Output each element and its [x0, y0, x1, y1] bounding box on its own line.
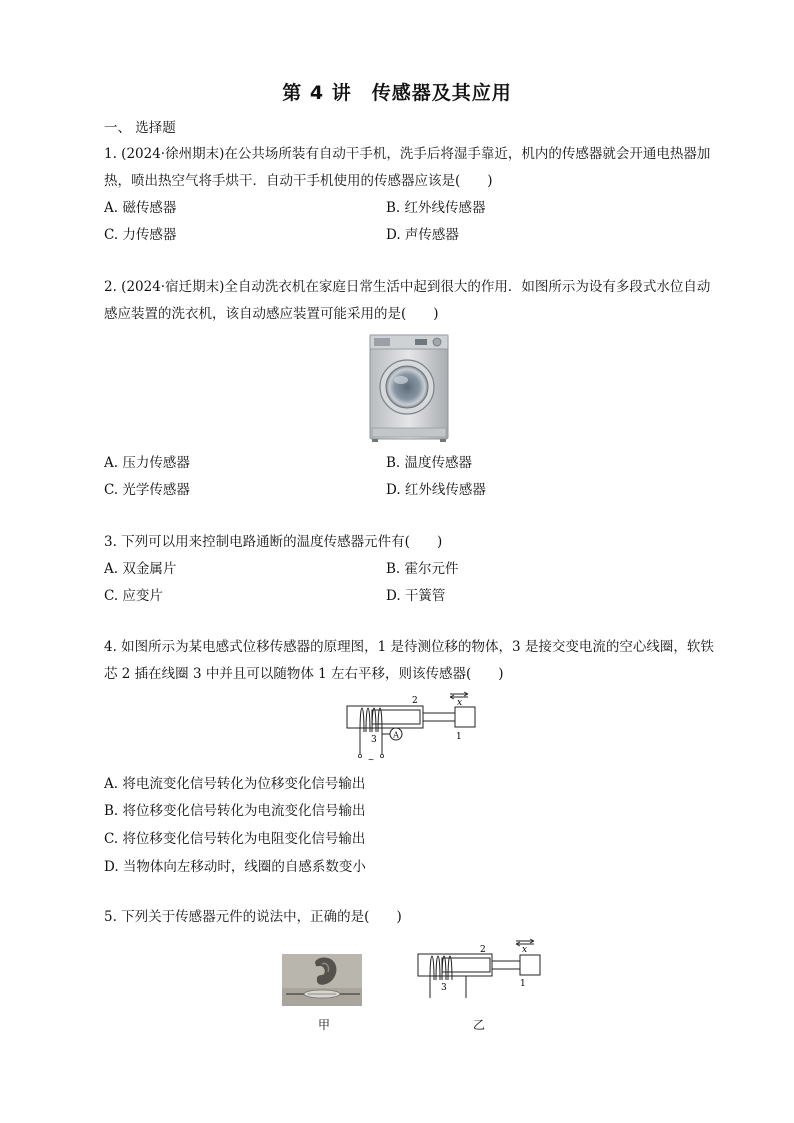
fig4-label-2: 2 — [412, 696, 418, 706]
question-3-option-d: D. 干簧管 — [386, 588, 446, 604]
question-1-stem: 1. (2024·徐州期末)在公共场所装有自动干手机，洗手后将湿手靠近，机内的传感器就会开通电热器加热，喷出热空气将手烘干．自动干手机使用的传感器应该是( ) — [104, 146, 711, 189]
fig4-label-x: x — [457, 698, 463, 708]
ac-symbol: ~ — [367, 755, 375, 764]
page-title: 第 4 讲 传感器及其应用 — [282, 82, 512, 104]
question-3-option-c: C. 应变片 — [104, 588, 163, 604]
question-2-option-a: A. 压力传感器 — [104, 455, 190, 471]
question-3-option-a: A. 双金属片 — [104, 561, 177, 577]
fig5-label-x: x — [522, 945, 528, 955]
question-2-option-c: C. 光学传感器 — [104, 482, 190, 498]
inductive-sensor-diagram — [344, 690, 480, 764]
question-1-option-b: B. 红外线传感器 — [386, 200, 486, 216]
question-4-option-c: C. 将位移变化信号转化为电阻变化信号输出 — [104, 831, 366, 847]
displacement-sensor-diagram — [412, 936, 544, 1002]
fig5-caption-right: 乙 — [473, 1018, 486, 1032]
fig5-label-2: 2 — [480, 945, 486, 955]
ammeter-label: A — [393, 730, 399, 740]
fig4-label-1: 1 — [456, 732, 462, 742]
washing-machine-image — [369, 333, 449, 443]
question-2-stem: 2. (2024·宿迁期末)全自动洗衣机在家庭日常生活中起到很大的作用．如图所示为设有多段式水位自动感应装置的洗衣机，该自动感应装置可能采用的是( ) — [104, 279, 711, 322]
question-5-stem: 5. 下列关于传感器元件的说法中，正确的是( ) — [104, 909, 402, 925]
question-1-option-a: A. 磁传感器 — [104, 200, 177, 216]
fig5-caption-left: 甲 — [318, 1018, 331, 1032]
section-heading: 一、 选择题 — [104, 120, 176, 136]
question-2-option-b: B. 温度传感器 — [386, 455, 473, 471]
question-3-option-b: B. 霍尔元件 — [386, 561, 459, 577]
question-2-option-d: D. 红外线传感器 — [386, 482, 486, 498]
question-4-stem: 4. 如图所示为某电感式位移传感器的原理图，1 是待测位移的物体，3 是接交变电流的空心线圈，软铁芯 2 插在线圈 3 中并且可以随物体 1 左右平移，则该传感器( ) — [104, 639, 714, 682]
question-3-stem: 3. 下列可以用来控制电路通断的温度传感器元件有( ) — [104, 534, 443, 550]
question-4-option-d: D. 当物体向左移动时，线圈的自感系数变小 — [104, 859, 366, 875]
question-4-option-a: A. 将电流变化信号转化为位移变化信号输出 — [104, 776, 366, 792]
fig5-label-3: 3 — [441, 983, 447, 993]
fig5-label-1: 1 — [520, 979, 526, 989]
fig4-label-3: 3 — [371, 735, 377, 745]
question-1-option-d: D. 声传感器 — [386, 227, 459, 243]
question-4-option-b: B. 将位移变化信号转化为电流变化信号输出 — [104, 803, 366, 819]
question-1-option-c: C. 力传感器 — [104, 227, 177, 243]
reed-switch-photo — [282, 954, 362, 1006]
